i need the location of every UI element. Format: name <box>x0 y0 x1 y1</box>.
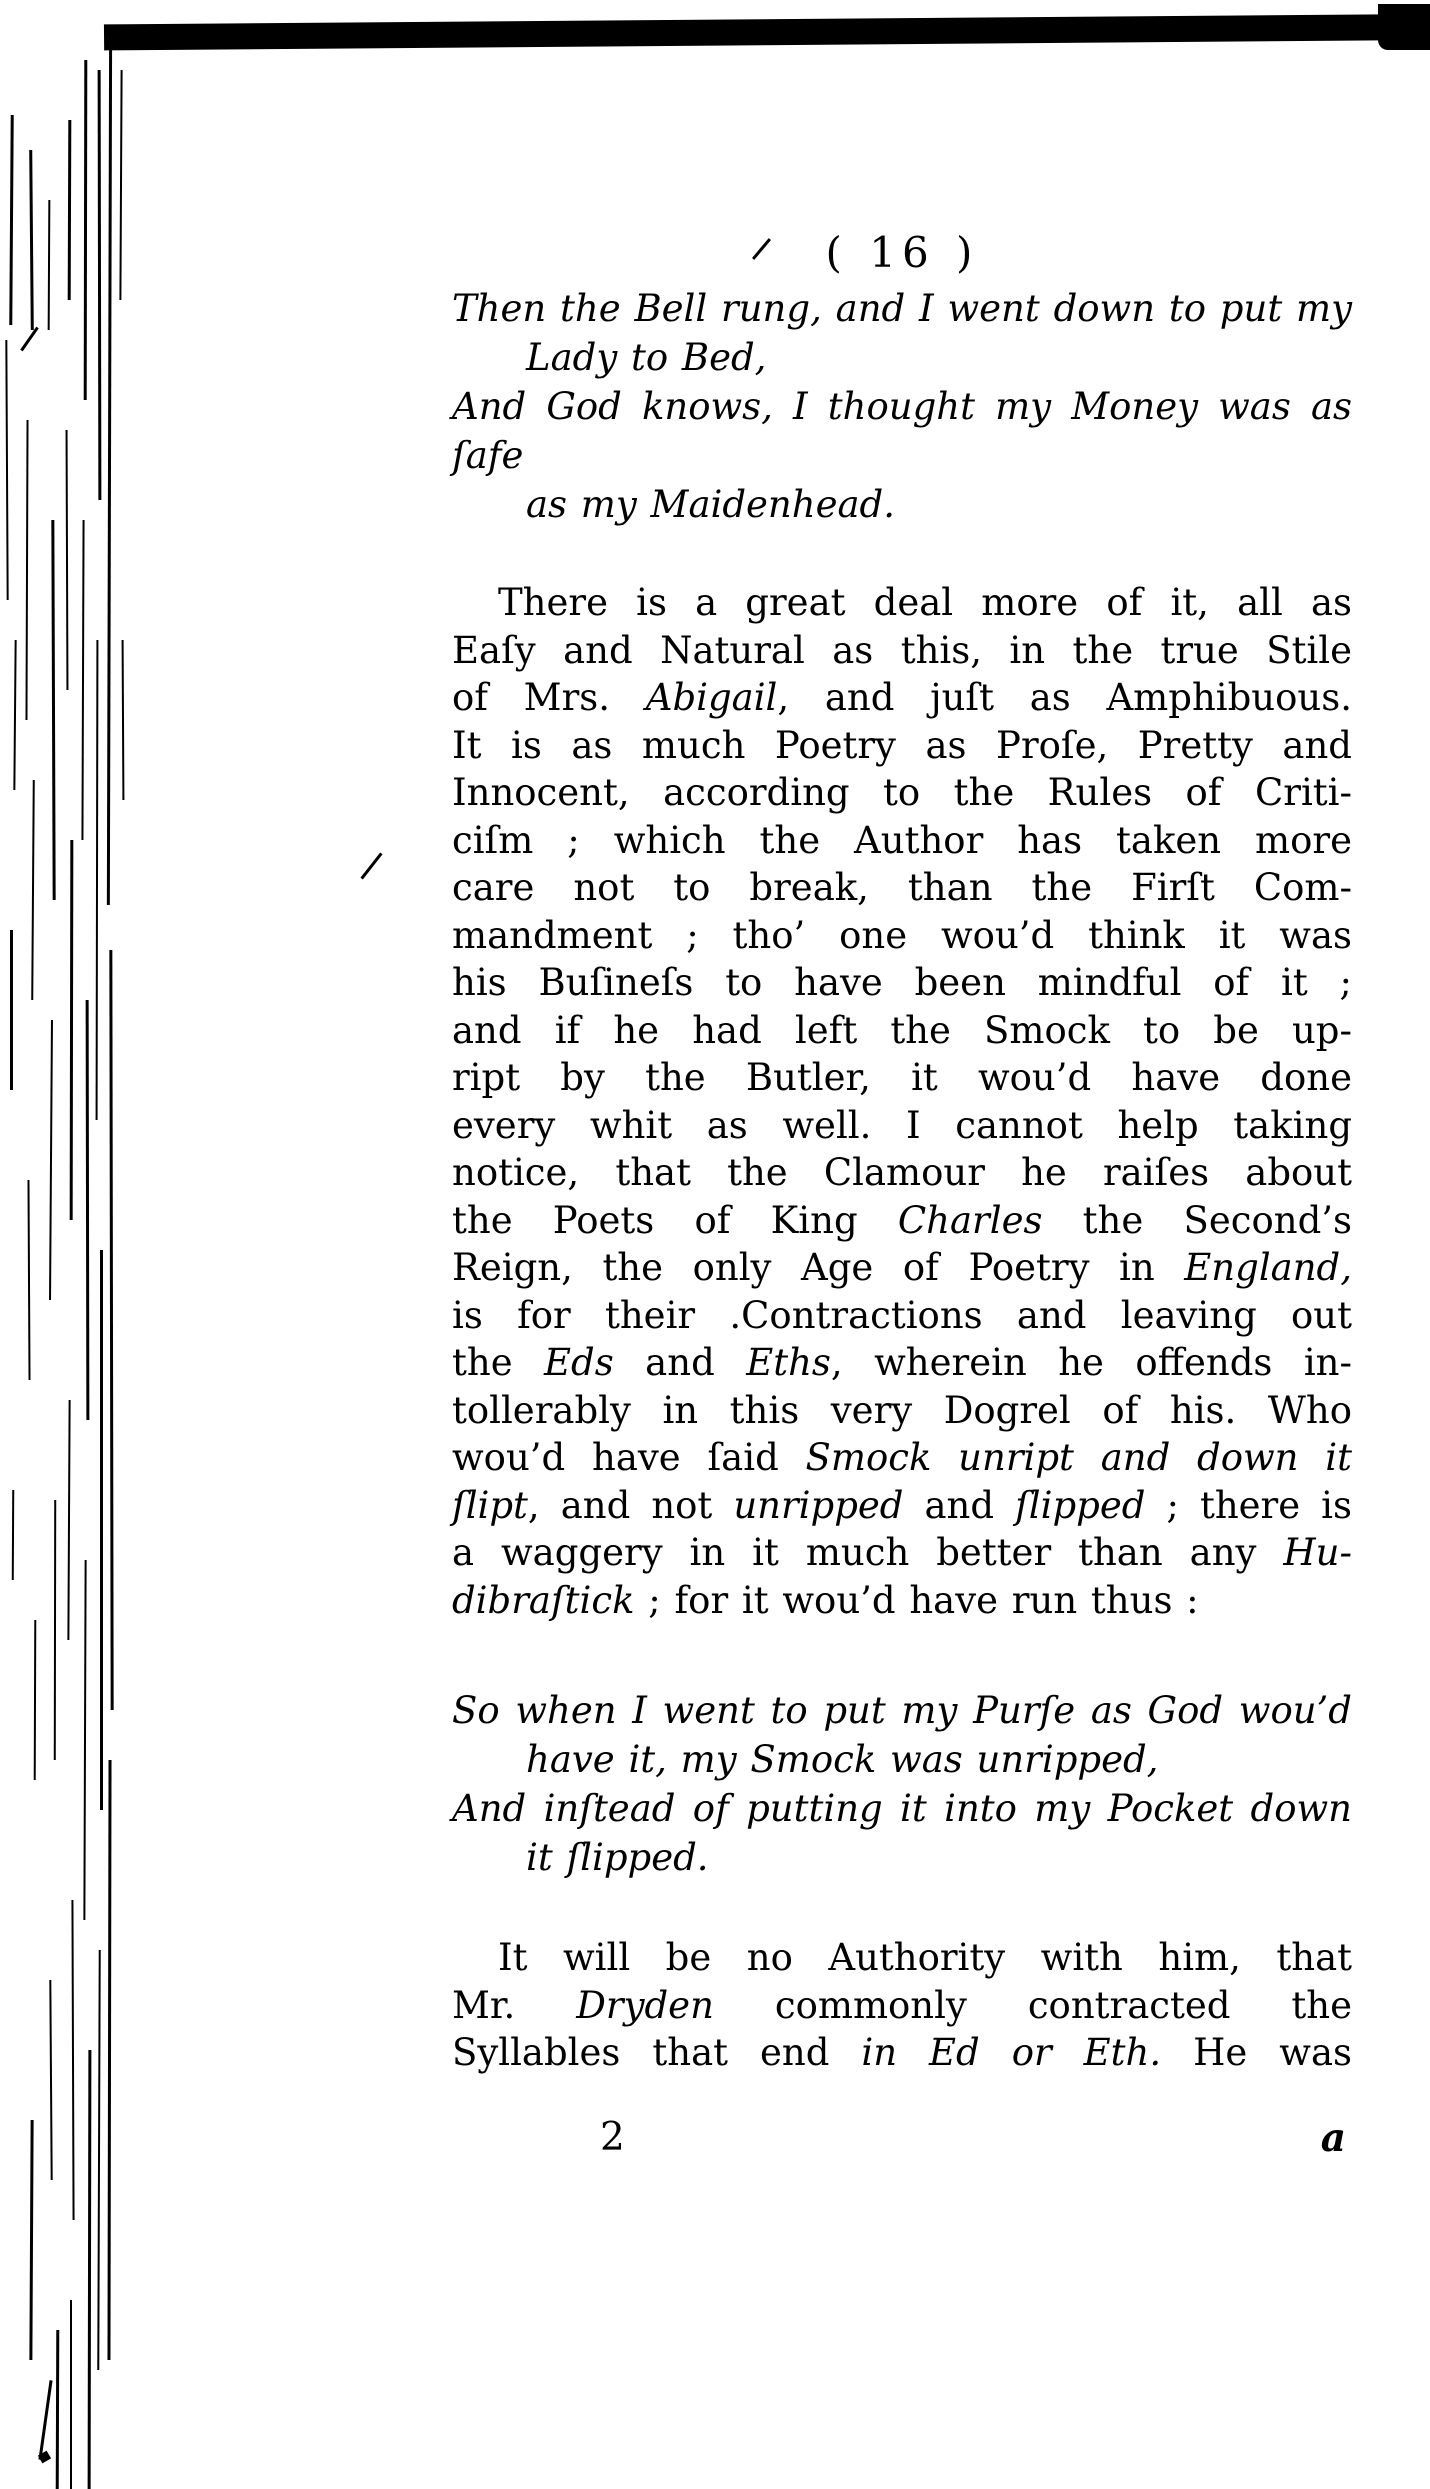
scan-artifact-line <box>25 420 28 720</box>
scan-artifact-line <box>98 70 102 500</box>
margin-stroke-mark <box>360 852 382 879</box>
text-line <box>452 1007 1352 1055</box>
italic-run: And inſtead of putting it into my Pocket down <box>452 1787 1352 1830</box>
text-line <box>452 1197 1352 1245</box>
stray-slash-mark <box>752 238 771 260</box>
text-run: He was <box>1161 2031 1353 2074</box>
text-line <box>452 1529 1352 1577</box>
scan-artifact-line <box>48 200 51 330</box>
text-line <box>452 1054 1352 1102</box>
text-line <box>452 912 1352 960</box>
italic-run: So when I went to put my Purſe as God wou’d <box>452 1689 1352 1732</box>
text-run: There is a great deal more of it, all as <box>498 581 1352 624</box>
text-run: care not to break, than the Firſt Com- <box>452 866 1352 909</box>
scan-artifact-line <box>9 115 13 325</box>
italic-run: Charles <box>897 1198 1043 1242</box>
text-run: , and not <box>527 1483 734 1527</box>
scan-artifact-line <box>29 2120 33 2360</box>
text-line <box>452 722 1352 770</box>
text-line <box>452 674 1352 722</box>
scan-artifact-line <box>96 640 99 1120</box>
italic-run: Dryden <box>576 1983 714 2027</box>
text-run: wou’d have ſaid <box>452 1436 806 1479</box>
scan-artifact-line <box>5 340 8 600</box>
scan-artifact-line <box>83 1560 86 1920</box>
scan-artifact-line <box>109 950 113 1710</box>
scan-artifact-line <box>84 60 88 400</box>
text-run: Reign, the only Age of Poetry in <box>452 1246 1185 1289</box>
text-line <box>452 817 1352 865</box>
text-run: commonly contracted the <box>713 1983 1352 2027</box>
italic-run: as my Maidenhead. <box>526 483 895 526</box>
scan-artifact-line <box>66 430 69 690</box>
italic-run: And God knows, I thought my Money was as ſafe <box>452 385 1352 477</box>
signature-left: 2 <box>600 2114 625 2160</box>
text-run: Syllables that end <box>452 2031 862 2074</box>
scan-artifact-line <box>119 70 122 300</box>
scan-artifact-line <box>51 520 55 900</box>
text-run: a waggery in it much better than any <box>452 1531 1284 1574</box>
italic-run: Abigail <box>645 676 778 719</box>
scan-artifact-line <box>97 1950 100 2370</box>
italic-run: have it, my Smock was unripped, <box>526 1738 1159 1781</box>
italic-run: Smock unript and down it <box>805 1436 1353 1479</box>
text-run: , wherein he offends in- <box>830 1341 1352 1384</box>
text-run: ; for it wou’d have run thus : <box>634 1578 1199 1622</box>
scan-artifact-line <box>12 1490 14 1580</box>
scan-artifact-line <box>10 930 13 1090</box>
scan-artifact-line <box>13 640 16 790</box>
scan-artifact-line <box>81 520 84 840</box>
text-run: , and juſt as Amphibuous. <box>777 676 1352 719</box>
text-line <box>452 769 1352 817</box>
text-line <box>452 1686 1352 1735</box>
text-line <box>452 579 1352 627</box>
text-line <box>452 382 1352 480</box>
text-run: It is as much Poetry as Proſe, Pretty and <box>452 723 1352 767</box>
text-line <box>452 1339 1352 1387</box>
scan-artifact-line <box>107 25 112 905</box>
scan-artifact-line <box>34 1620 37 1780</box>
text-run: notice, that the Clamour he raiſes about <box>452 1151 1352 1194</box>
text-run: the Poets of King <box>452 1198 898 1242</box>
text-run: ript by the Butler, it wou’d have done <box>452 1056 1352 1099</box>
italic-run: it ſlipped. <box>526 1836 709 1879</box>
text-line <box>452 1434 1352 1482</box>
text-run: ciſm ; which the Author has taken more <box>452 818 1352 862</box>
text-run: mandment ; tho’ one wou’d think it was <box>452 913 1352 957</box>
text-line <box>452 333 1352 382</box>
verse-1 <box>452 284 1352 529</box>
scan-artifact-line <box>49 1020 53 1300</box>
italic-run: ſlipped <box>1015 1483 1146 1527</box>
text-run: It will be no Authority with him, that <box>498 1936 1352 1979</box>
italic-run: England, <box>1184 1246 1352 1289</box>
scan-top-bar-right-cap <box>1378 4 1430 50</box>
text-run: ; there is <box>1145 1483 1352 1527</box>
text-run: his Buſineſs to have been mindful of it ; <box>452 961 1352 1004</box>
text-run: and if he had left the Smock to be up- <box>452 1008 1352 1052</box>
text-line <box>452 1387 1352 1435</box>
text-run: is for their .Contractions and leaving out <box>452 1293 1352 1337</box>
text-line <box>452 959 1352 1007</box>
text-run: the <box>452 1341 545 1384</box>
scan-artifact-line <box>100 1250 103 1810</box>
signature-row <box>452 2115 1352 2161</box>
text-body <box>452 284 1352 2077</box>
text-line <box>452 1833 1352 1882</box>
text-line <box>452 627 1352 675</box>
catchword-right: a <box>1320 2114 1346 2161</box>
scan-artifact-line <box>71 1900 74 2220</box>
scan-artifact-line <box>31 780 35 1000</box>
text-run: of Mrs. <box>452 676 646 719</box>
text-line <box>452 1577 1352 1625</box>
page-number-label: ( 16 ) <box>825 228 979 277</box>
italic-run: Eths <box>746 1341 831 1384</box>
italic-run: ſlipt <box>452 1483 528 1527</box>
scan-artifact-line <box>107 1760 111 2360</box>
text-block <box>452 226 1352 2161</box>
scan-artifact-line <box>29 150 34 330</box>
scan-artifact-line <box>86 1000 90 1420</box>
text-line <box>452 1934 1352 1982</box>
text-line <box>452 1292 1352 1340</box>
italic-run: unripped <box>733 1483 904 1527</box>
text-run: every whit as well. I cannot help taking <box>452 1103 1352 1147</box>
text-line <box>452 1982 1352 2030</box>
text-line <box>452 1784 1352 1833</box>
italic-run: Eds <box>544 1341 614 1384</box>
scan-artifact-line <box>20 327 39 352</box>
scan-artifact-line <box>122 640 125 800</box>
text-run: tollerably in this very Dogrel of his. Who <box>452 1388 1352 1432</box>
italic-run: dibraſtick <box>452 1578 635 1622</box>
scan-artifact-line <box>67 1400 70 1640</box>
text-line <box>452 1244 1352 1292</box>
text-line <box>452 1149 1352 1197</box>
text-line <box>452 1482 1352 1530</box>
italic-run: in Ed or Eth. <box>861 2031 1162 2074</box>
para-2 <box>452 1934 1352 2077</box>
scan-artifact-line <box>27 1180 30 1380</box>
italic-run: Hu- <box>1283 1531 1352 1574</box>
scan-artifact-line <box>54 1500 56 1760</box>
text-line <box>452 480 1352 529</box>
para-1 <box>452 579 1352 1624</box>
scan-artifact-line <box>49 1980 52 2180</box>
text-run: and <box>613 1341 747 1384</box>
scan-artifact-line <box>68 120 72 300</box>
text-run: and <box>903 1483 1016 1527</box>
italic-run: Then the Bell rung, and I went down to put my <box>452 287 1352 330</box>
text-line <box>452 2029 1352 2077</box>
text-run: Innocent, according to the Rules of Criti- <box>452 771 1352 814</box>
scan-artifact-line <box>88 2050 92 2489</box>
text-run: Eaſy and Natural as this, in the true Stile <box>452 628 1352 672</box>
verse-2 <box>452 1686 1352 1882</box>
scan-artifact-line <box>70 2300 72 2489</box>
text-line <box>452 284 1352 333</box>
scan-artifact-line <box>56 2330 60 2489</box>
italic-run: Lady to Bed, <box>526 336 767 379</box>
page-number <box>452 226 1352 280</box>
text-line <box>452 1102 1352 1150</box>
scan-top-bar <box>104 14 1430 50</box>
text-line <box>452 864 1352 912</box>
text-run: Mr. <box>452 1983 577 2027</box>
scan-artifact-line <box>38 2380 52 2460</box>
text-line <box>452 1735 1352 1784</box>
text-run: the Second’s <box>1042 1198 1353 1242</box>
scan-artifact-line <box>70 840 74 1220</box>
